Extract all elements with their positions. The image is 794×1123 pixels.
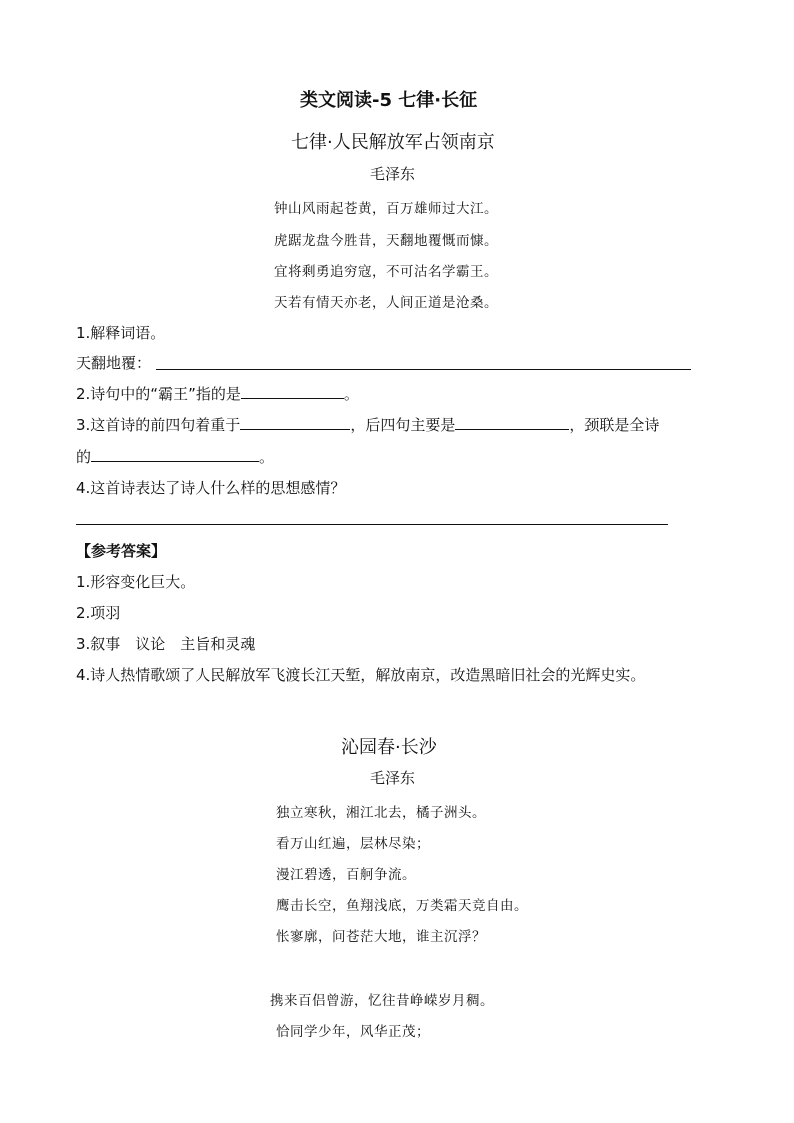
poem2-line: 怅寥廓，问苍茫大地，谁主沉浮？	[276, 929, 486, 945]
question-2	[76, 383, 359, 404]
question-3-end: 。	[259, 448, 275, 466]
question-4: 4.这首诗表达了诗人什么样的思想感情？	[76, 479, 346, 497]
answer-item: 4.诗人热情歌颂了人民解放军飞渡长江天堑，解放南京，改造黑暗旧社会的光辉史实。	[76, 666, 646, 684]
answer-item: 2.项羽	[76, 604, 121, 622]
question-2-end: 。	[343, 385, 359, 403]
answer-blank[interactable]	[91, 447, 259, 462]
poem1-line: 钟山风雨起苍黄，百万雄师过大江。	[274, 201, 498, 217]
answer-blank-line[interactable]	[76, 524, 668, 525]
poem2-line: 看万山红遍，层林尽染；	[276, 836, 430, 852]
poem2-line: 漫江碧透，百舸争流。	[276, 867, 416, 883]
question-3-text-c: ，颈联是全诗	[569, 416, 660, 434]
poem1-title: 七律·人民解放军占领南京	[291, 132, 495, 153]
answer-blank-line[interactable]	[156, 369, 691, 370]
question-2-text: 2.诗句中的“霸王”指的是	[76, 385, 241, 403]
poem2-line: 恰同学少年，风华正茂；	[276, 1024, 430, 1040]
page-title: 类文阅读-5 七律·长征	[300, 90, 478, 111]
question-3-text-d: 的	[76, 448, 92, 466]
poem2-author: 毛泽东	[370, 769, 416, 787]
poem1-line: 虎踞龙盘今胜昔，天翻地覆慨而慷。	[274, 233, 498, 249]
poem1-author: 毛泽东	[370, 165, 416, 183]
answer-blank[interactable]	[240, 415, 350, 430]
answer-item: 1.形容变化巨大。	[76, 573, 196, 591]
question-1: 1.解释词语。	[76, 324, 166, 342]
question-3-cont	[76, 446, 274, 467]
poem1-line: 天若有情天亦老，人间正道是沧桑。	[274, 295, 498, 311]
poem2-line: 鹰击长空，鱼翔浅底，万类霜天竞自由。	[276, 898, 528, 914]
question-3-text-a: 3.这首诗的前四句着重于	[76, 416, 241, 434]
poem2-title: 沁园春·长沙	[341, 737, 437, 758]
answer-blank[interactable]	[241, 384, 344, 399]
question-3-text-b: ，后四句主要是	[350, 416, 456, 434]
poem2-line: 携来百侣曾游，忆往昔峥嵘岁月稠。	[270, 993, 494, 1009]
question-3	[76, 414, 659, 435]
question-1-term: 天翻地覆：	[76, 354, 152, 372]
poem1-line: 宜将剩勇追穷寇，不可沽名学霸王。	[274, 264, 498, 280]
poem2-line: 独立寒秋，湘江北去，橘子洲头。	[276, 805, 486, 821]
answer-item: 3.叙事 议论 主旨和灵魂	[76, 635, 256, 653]
answers-heading: 【参考答案】	[76, 542, 167, 560]
answer-blank[interactable]	[455, 415, 569, 430]
